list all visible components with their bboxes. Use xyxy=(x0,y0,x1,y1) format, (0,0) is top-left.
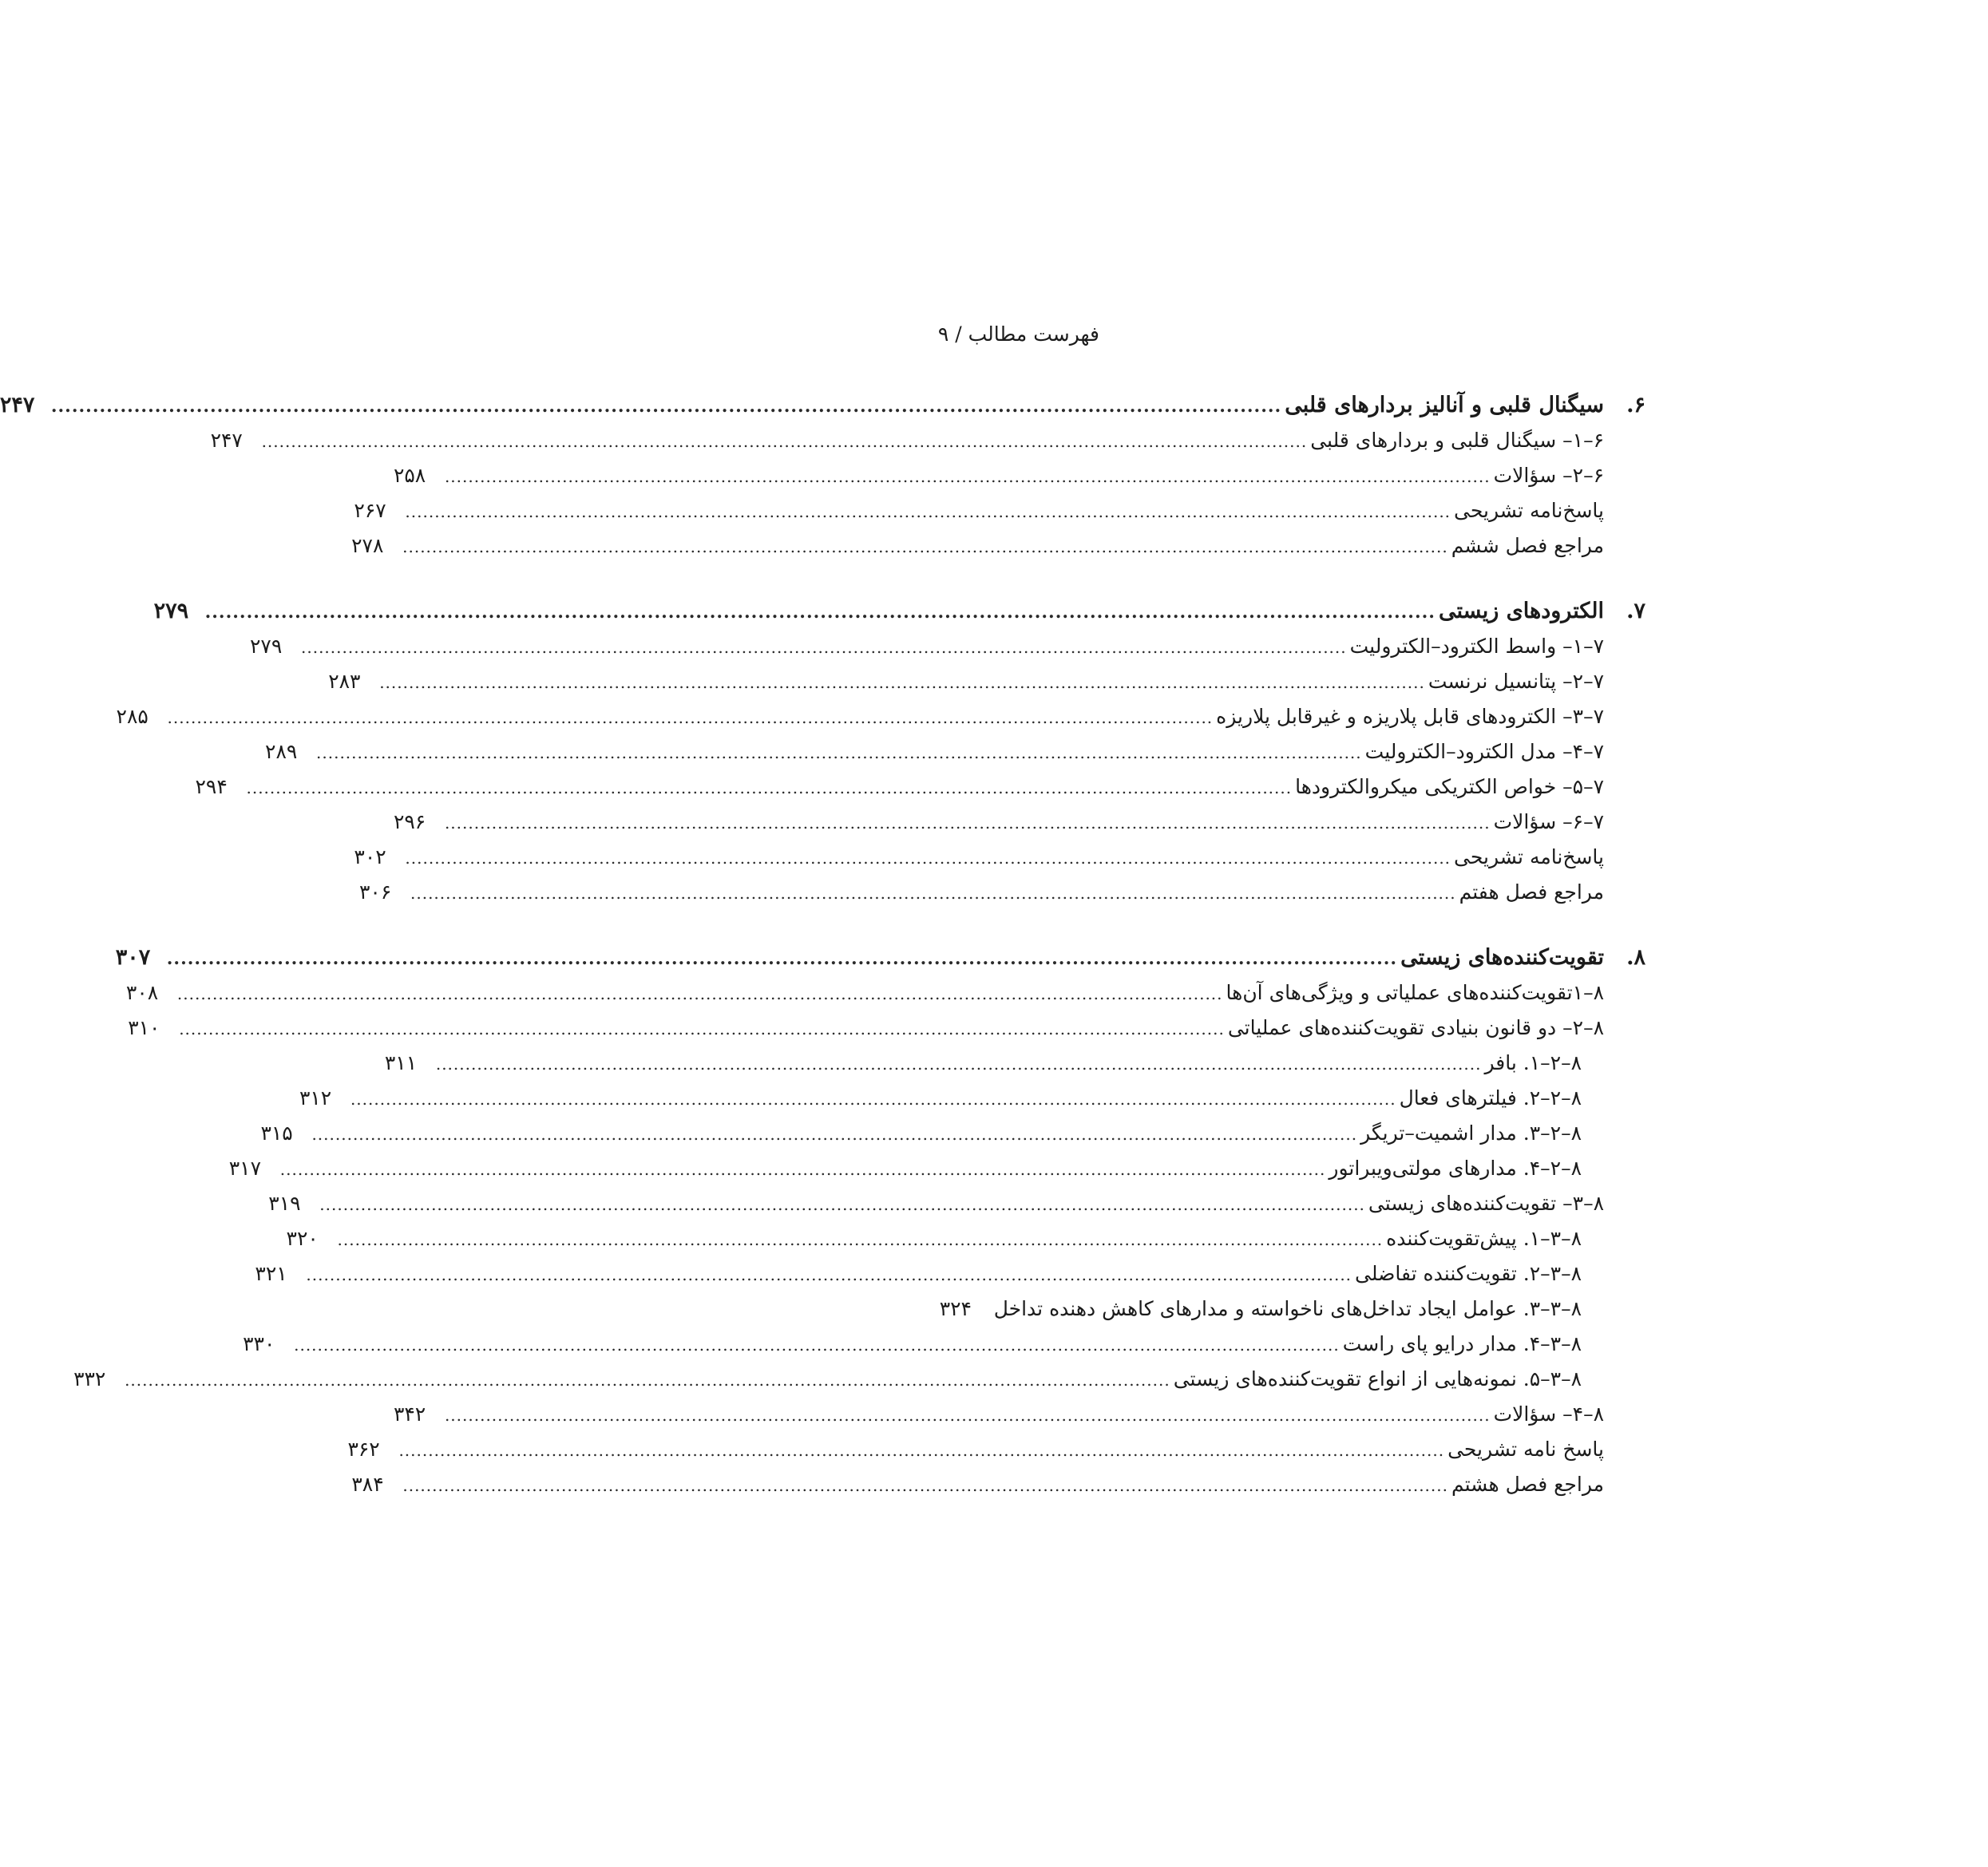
page-number: ۲۶۷ xyxy=(354,499,386,522)
dot-leader: .................................................................................................................................................................................. xyxy=(179,1019,1225,1038)
entry-title: ۷–۱– واسط الکترود–الکترولیت xyxy=(1349,635,1604,658)
dot-leader: .................................................................................................................................................................................. xyxy=(176,984,1223,1003)
dot-leader: .................................................................................................................................................................................. xyxy=(261,432,1308,451)
chapter-title: تقویت‌کننده‌های زیستی xyxy=(1400,945,1604,970)
chapter-heading xyxy=(153,594,1645,629)
entry-title: مراجع فصل هفتم xyxy=(1459,880,1604,904)
page-number: ۳۳۲ xyxy=(73,1367,106,1390)
toc-entry xyxy=(228,1151,1645,1186)
dot-leader: .................................................................................................................................................................................. xyxy=(204,602,1436,623)
dot-leader: .................................................................................................................................................................................. xyxy=(306,1265,1352,1284)
dot-leader: .................................................................................................................................................................................. xyxy=(319,1195,1365,1214)
chapter-6 xyxy=(0,388,1645,564)
dot-leader: .................................................................................................................................................................................. xyxy=(311,1125,1358,1144)
toc-entry xyxy=(299,1081,1645,1116)
entry-title: ۷–۵– خواص الکتریکی میکروالکترودها xyxy=(1295,775,1604,798)
chapter-number: ۸. xyxy=(1626,945,1645,970)
page-number: ۳۰۸ xyxy=(125,981,159,1004)
chapter-8 xyxy=(73,940,1645,1502)
toc-entry xyxy=(73,1362,1645,1397)
toc-entry xyxy=(939,1291,1645,1327)
entry-title: ۸–۴– سؤالات xyxy=(1493,1402,1604,1426)
page-number: ۳۸۴ xyxy=(351,1473,384,1496)
entry-title: ۸–۱تقویت‌کننده‌های عملیاتی و ویژگی‌های آن‌ها xyxy=(1226,981,1604,1004)
dot-leader: .................................................................................................................................................................................. xyxy=(50,396,1282,417)
dot-leader: .................................................................................................................................................................................. xyxy=(435,1054,1482,1074)
entry-title: ۶–۲– سؤالات xyxy=(1493,464,1604,487)
dot-leader: .................................................................................................................................................................................. xyxy=(279,1160,1326,1179)
page-number: ۲۹۶ xyxy=(393,810,426,833)
page-number: ۲۷۹ xyxy=(250,635,283,658)
page-number: ۳۰۲ xyxy=(354,845,386,868)
page-number: ۲۸۳ xyxy=(328,670,361,693)
toc-entry xyxy=(286,1221,1645,1256)
toc-entry xyxy=(210,423,1645,458)
table-of-contents xyxy=(0,388,1645,1533)
dot-leader: .................................................................................................................................................................................. xyxy=(402,1476,1448,1495)
page-number: ۳۱۷ xyxy=(228,1157,262,1180)
entry-title: ۸–۲–۱. بافر xyxy=(1484,1051,1582,1074)
dot-leader: .................................................................................................................................................................................. xyxy=(444,813,1491,833)
dot-leader: .................................................................................................................................................................................. xyxy=(125,1371,1170,1390)
toc-entry xyxy=(384,1046,1645,1081)
dot-leader: .................................................................................................................................................................................. xyxy=(398,1441,1445,1460)
dot-leader: .................................................................................................................................................................................. xyxy=(444,1406,1491,1425)
toc-entry xyxy=(347,1432,1645,1467)
entry-title: ۸–۲–۳. مدار اشمیت–تریگر xyxy=(1360,1121,1582,1145)
toc-entry xyxy=(268,1186,1645,1221)
toc-entry xyxy=(351,1467,1645,1502)
chapter-number: ۷. xyxy=(1626,599,1645,623)
dot-leader: .................................................................................................................................................................................. xyxy=(350,1090,1396,1109)
entry-title: ۷–۳– الکترودهای قابل پلاریزه و غیرقابل پلاریزه xyxy=(1216,705,1604,728)
page-number: ۲۵۸ xyxy=(393,464,426,487)
entry-title: پاسخ‌نامه تشریحی xyxy=(1454,845,1604,868)
toc-entry xyxy=(359,875,1645,910)
toc-entry xyxy=(260,1116,1645,1151)
page-number: ۲۴۷ xyxy=(0,393,35,417)
entry-title: مراجع فصل ششم xyxy=(1451,534,1604,557)
page-number: ۲۷۹ xyxy=(153,599,189,623)
dot-leader: .................................................................................................................................................................................. xyxy=(294,1335,1340,1355)
entry-title: ۸–۳–۳. عوامل ایجاد تداخل‌های ناخواسته و مدارهای کاهش دهنده تداخل xyxy=(993,1297,1582,1320)
toc-entry xyxy=(393,458,1645,493)
page-number: ۳۰۶ xyxy=(359,880,392,904)
page-number: ۳۲۴ xyxy=(939,1297,972,1320)
entry-title: پاسخ‌نامه تشریحی xyxy=(1454,499,1604,522)
entry-title: ۶–۱– سیگنال قلبی و بردارهای قلبی xyxy=(1310,429,1604,452)
toc-entry xyxy=(195,769,1645,805)
toc-entry xyxy=(393,1397,1645,1432)
toc-entry xyxy=(328,664,1645,699)
entry-title: مراجع فصل هشتم xyxy=(1451,1473,1604,1496)
entry-title: ۸–۲– دو قانون بنیادی تقویت‌کننده‌های عملیاتی xyxy=(1227,1016,1604,1039)
toc-entry xyxy=(116,699,1645,734)
entry-title: ۷–۴– مدل الکترود–الکترولیت xyxy=(1364,740,1604,763)
page-number: ۳۳۰ xyxy=(243,1332,275,1355)
dot-leader: .................................................................................................................................................................................. xyxy=(410,884,1456,903)
toc-entry xyxy=(125,975,1645,1011)
page-number: ۳۱۱ xyxy=(384,1051,418,1074)
chapter-heading xyxy=(0,388,1645,423)
toc-entry xyxy=(265,734,1645,769)
page-number: ۳۴۲ xyxy=(393,1402,426,1426)
dot-leader: .................................................................................................................................................................................. xyxy=(402,537,1448,556)
dot-leader: .................................................................................................................................................................................. xyxy=(337,1230,1384,1249)
page-number: ۳۲۱ xyxy=(255,1262,287,1285)
entry-title: ۸–۳–۴. مدار درایو پای راست xyxy=(1342,1332,1582,1355)
entry-title: ۸–۳–۱. پیش‌تقویت‌کننده xyxy=(1386,1227,1582,1250)
toc-entry xyxy=(393,805,1645,840)
page-number: ۲۴۷ xyxy=(210,429,243,452)
entry-title: پاسخ نامه تشریحی xyxy=(1447,1438,1604,1461)
toc-entry xyxy=(128,1011,1645,1046)
page-number: ۳۲۰ xyxy=(286,1227,319,1250)
entry-title: ۷–۶– سؤالات xyxy=(1493,810,1604,833)
dot-leader: .................................................................................................................................................................................. xyxy=(167,708,1214,727)
toc-entry xyxy=(351,528,1645,564)
entry-title: ۸–۳–۲. تقویت‌کننده تفاضلی xyxy=(1355,1262,1582,1285)
toc-entry xyxy=(354,840,1645,875)
entry-title: ۸–۳–۵. نمونه‌هایی از انواع تقویت‌کننده‌های زیستی xyxy=(1173,1367,1582,1390)
dot-leader: .................................................................................................................................................................................. xyxy=(166,948,1398,969)
dot-leader: .................................................................................................................................................................................. xyxy=(316,743,1362,762)
dot-leader: .................................................................................................................................................................................. xyxy=(301,638,1347,657)
entry-title: ۷–۲– پتانسیل نرنست xyxy=(1428,670,1604,693)
page-number: ۳۱۰ xyxy=(128,1016,160,1039)
toc-entry xyxy=(354,493,1645,528)
page-number: ۳۰۷ xyxy=(115,945,151,970)
running-header: فهرست مطالب / ۹ xyxy=(937,322,1099,346)
page-number: ۳۱۵ xyxy=(260,1121,293,1145)
toc-entry xyxy=(255,1256,1645,1291)
page-number: ۳۱۹ xyxy=(268,1192,301,1215)
toc-entry xyxy=(243,1327,1645,1362)
page-number: ۲۸۹ xyxy=(265,740,298,763)
page-number: ۲۸۵ xyxy=(116,705,149,728)
chapter-heading xyxy=(115,940,1645,975)
chapter-title: سیگنال قلبی و آنالیز بردارهای قلبی xyxy=(1285,393,1604,417)
chapter-title: الکترودهای زیستی xyxy=(1438,599,1604,623)
page-number: ۳۶۲ xyxy=(347,1438,380,1461)
entry-title: ۸–۳– تقویت‌کننده‌های زیستی xyxy=(1368,1192,1604,1215)
entry-title: ۸–۲–۴. مدارهای مولتی‌ویبراتور xyxy=(1329,1157,1582,1180)
dot-leader: .................................................................................................................................................................................. xyxy=(379,673,1425,692)
dot-leader: .................................................................................................................................................................................. xyxy=(405,848,1451,868)
toc-entry xyxy=(250,629,1645,664)
dot-leader: .................................................................................................................................................................................. xyxy=(405,502,1451,521)
dot-leader: .................................................................................................................................................................................. xyxy=(246,778,1293,797)
page-number: ۳۱۲ xyxy=(299,1086,332,1110)
page-number: ۲۹۴ xyxy=(195,775,228,798)
chapter-7 xyxy=(116,594,1645,910)
chapter-number: ۶. xyxy=(1626,393,1645,417)
entry-title: ۸–۲–۲. فیلترهای فعال xyxy=(1399,1086,1582,1110)
dot-leader: .................................................................................................................................................................................. xyxy=(444,467,1491,486)
page-number: ۲۷۸ xyxy=(351,534,384,557)
